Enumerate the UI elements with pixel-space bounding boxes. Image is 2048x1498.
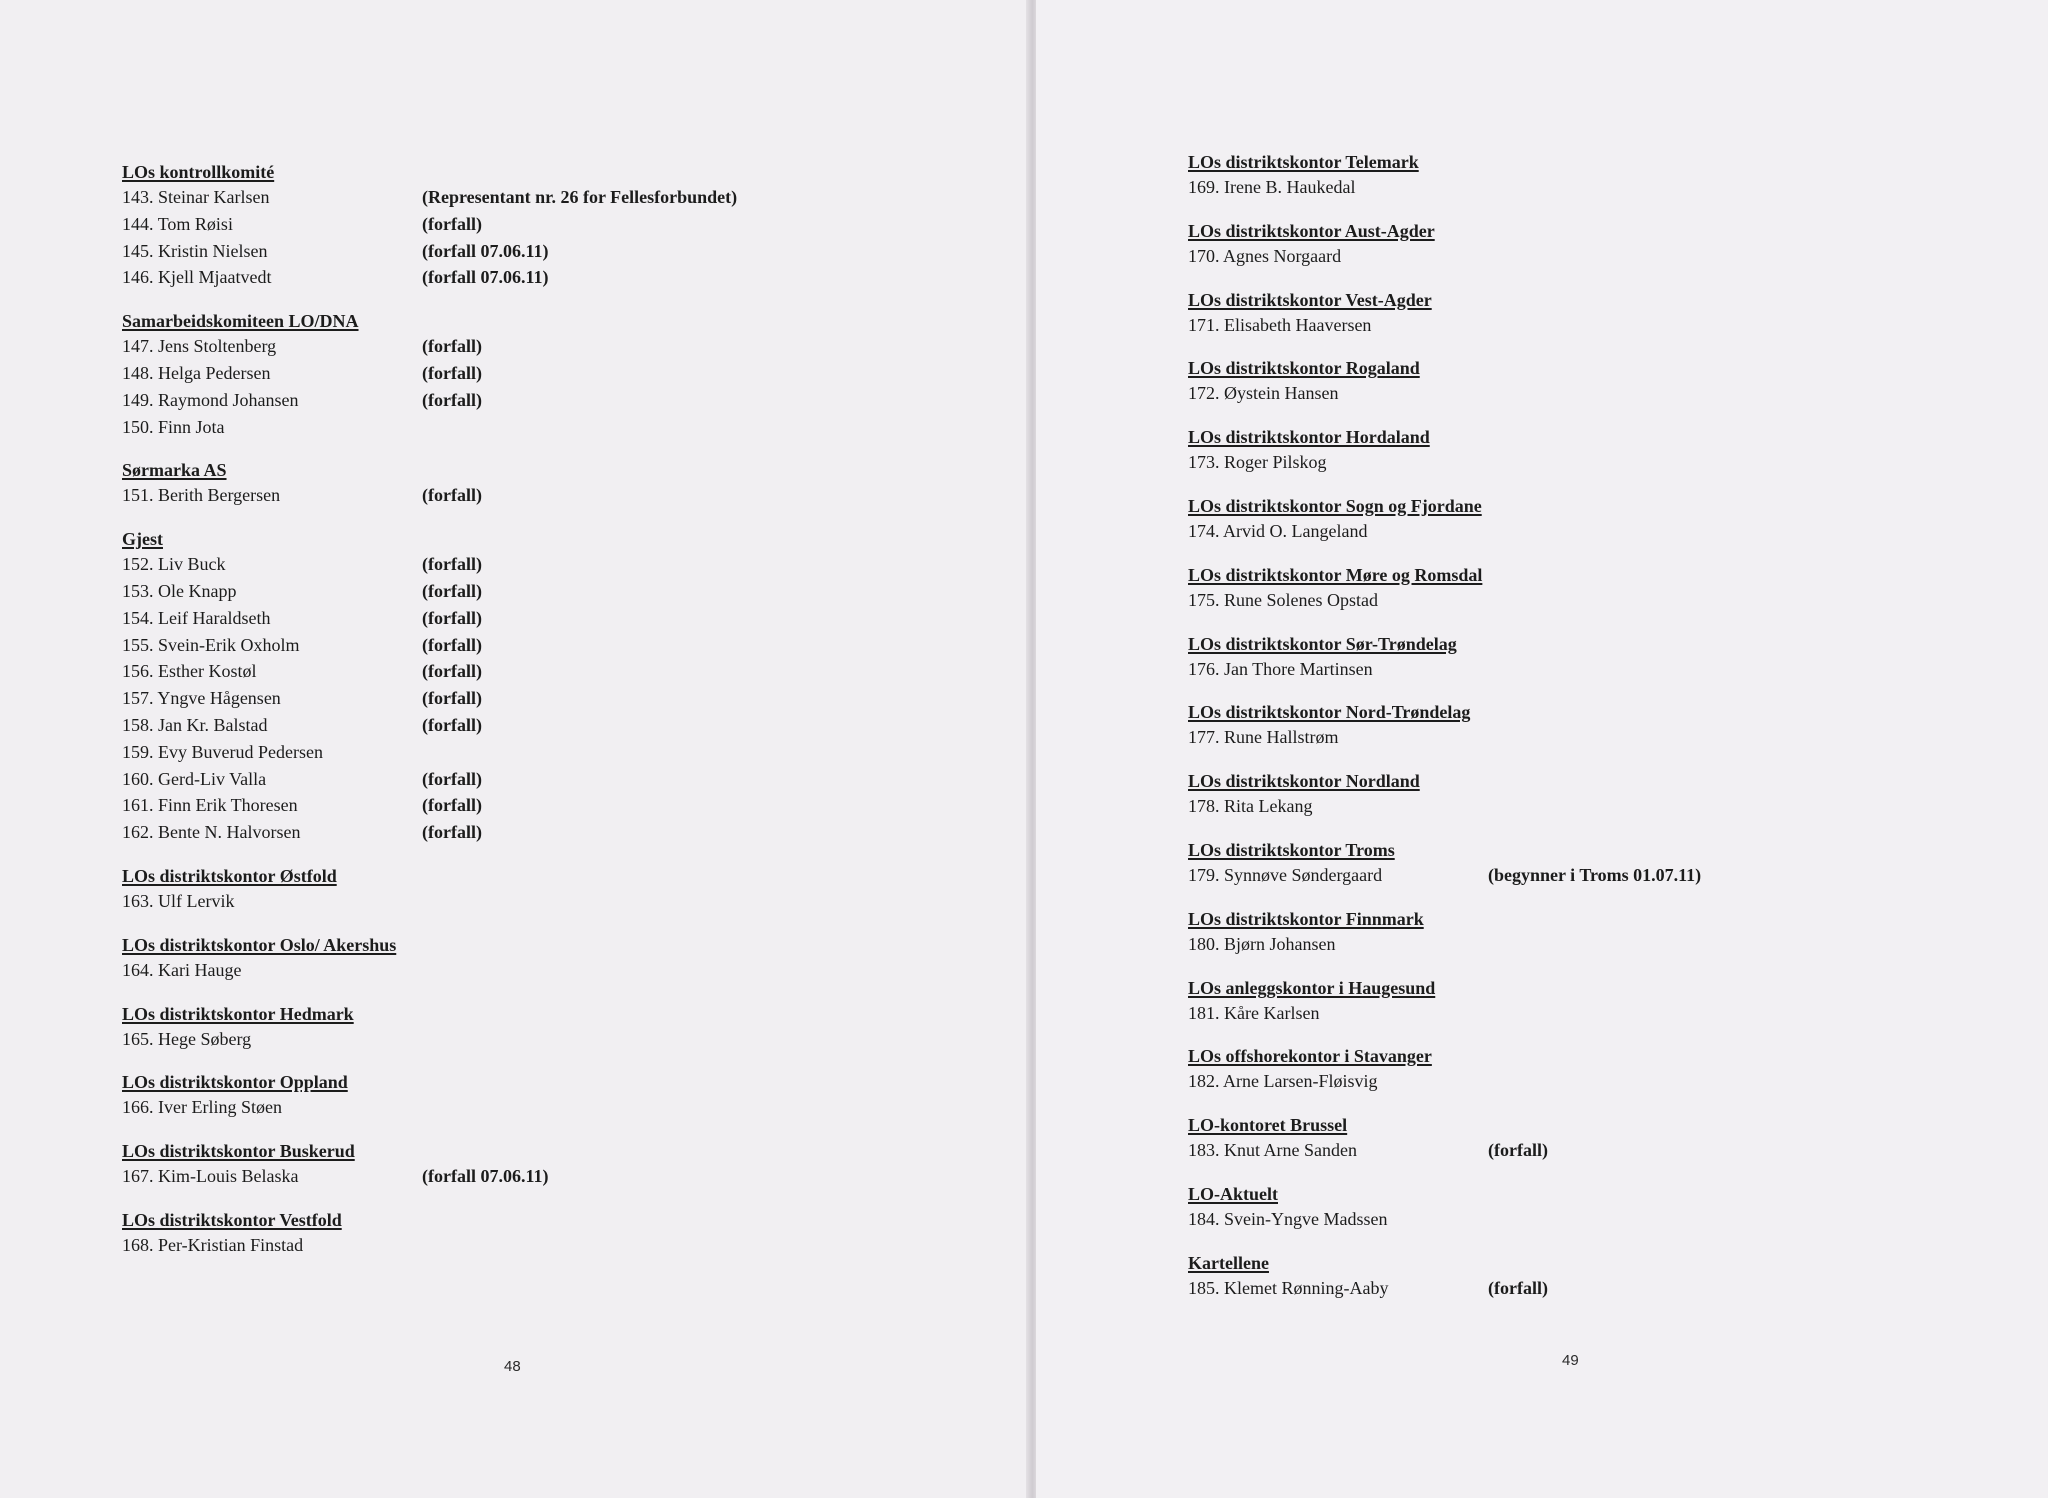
entry-name: Per-Kristian Finstad	[158, 1234, 304, 1255]
section-heading: LOs distriktskontor Buskerud	[122, 1141, 355, 1162]
entry-note: (forfall)	[422, 389, 482, 410]
entry-name: Gerd-Liv Valla	[158, 768, 267, 789]
entry-note: (forfall 07.06.11)	[422, 267, 549, 288]
entry-name: Kåre Karlsen	[1224, 1002, 1320, 1023]
list-item	[122, 658, 1002, 685]
section-heading: LOs distriktskontor Oppland	[122, 1072, 348, 1093]
section-heading: LOs distriktskontor Hordaland	[1188, 427, 1430, 448]
list-item	[122, 264, 1002, 291]
entry-number: 161.	[122, 795, 154, 816]
section-heading: LOs distriktskontor Finnmark	[1188, 908, 1424, 929]
entry-number: 151.	[122, 485, 154, 506]
entry-number: 173.	[1188, 452, 1220, 473]
entry-name: Hege Søberg	[158, 1028, 252, 1049]
entry-number: 146.	[122, 267, 154, 288]
list-item	[1188, 518, 2008, 545]
entry-name: Irene B. Haukedal	[1224, 177, 1356, 197]
section-heading: LOs distriktskontor Nord-Trøndelag	[1188, 702, 1471, 723]
entry-name: Knut Arne Sanden	[1224, 1140, 1357, 1161]
entry-number: 183.	[1188, 1140, 1220, 1161]
entry-name: Helga Pedersen	[158, 362, 271, 383]
section	[1188, 1251, 2008, 1302]
list-item	[1188, 793, 2008, 820]
list-item	[122, 387, 1002, 414]
section	[1188, 1044, 2008, 1095]
entry-number: 165.	[122, 1028, 154, 1049]
entry-note: (forfall)	[1488, 1277, 1548, 1298]
entry-name: Agnes Norgaard	[1223, 245, 1342, 266]
entry-name: Svein-Yngve Madssen	[1224, 1208, 1388, 1229]
entry-number: 176.	[1188, 658, 1220, 679]
entry-number: 168.	[122, 1234, 154, 1255]
section-heading: LOs distriktskontor Telemark	[1188, 152, 1419, 172]
entry-name: Bente N. Halvorsen	[158, 822, 301, 843]
section-heading: LO-kontoret Brussel	[1188, 1115, 1348, 1136]
list-item	[122, 957, 1002, 984]
list-item	[122, 482, 1002, 509]
section-heading: LOs distriktskontor Aust-Agder	[1188, 220, 1435, 241]
entry-note: (forfall 07.06.11)	[422, 1166, 549, 1187]
entry-number: 144.	[122, 213, 154, 234]
list-item	[122, 685, 1002, 712]
entry-number: 164.	[122, 959, 154, 980]
entry-note: (forfall)	[422, 768, 482, 789]
list-item	[1188, 449, 2008, 476]
entry-note: (forfall)	[1488, 1140, 1548, 1161]
entry-name: Berith Bergersen	[158, 485, 281, 506]
entry-number: 167.	[122, 1166, 154, 1187]
entry-note: (forfall)	[422, 485, 482, 506]
entry-number: 150.	[122, 416, 154, 437]
entry-number: 162.	[122, 822, 154, 843]
section	[1188, 356, 2008, 407]
entry-number: 185.	[1188, 1277, 1220, 1298]
list-item	[122, 819, 1002, 846]
entry-number: 174.	[1188, 520, 1220, 541]
list-item	[122, 766, 1002, 793]
entry-name: Rune Hallstrøm	[1224, 727, 1339, 748]
entry-name: Jan Thore Martinsen	[1224, 658, 1373, 679]
section-heading: Gjest	[122, 529, 163, 550]
list-item	[1188, 1206, 2008, 1233]
entry-name: Ulf Lervik	[158, 890, 235, 911]
section	[122, 160, 1002, 291]
section-heading: LOs distriktskontor Vest-Agder	[1188, 289, 1432, 310]
section	[122, 527, 1002, 846]
section	[122, 1002, 1002, 1053]
entry-name: Esther Kostøl	[158, 661, 257, 682]
section	[1188, 1113, 2008, 1164]
entry-number: 147.	[122, 336, 154, 357]
section	[1188, 700, 2008, 751]
entry-name: Roger Pilskog	[1224, 452, 1327, 473]
list-item	[122, 632, 1002, 659]
entry-name: Klemet Rønning-Aaby	[1224, 1277, 1389, 1298]
entry-number: 149.	[122, 389, 154, 410]
list-item	[1188, 656, 2008, 683]
section	[122, 933, 1002, 984]
entry-number: 182.	[1188, 1071, 1220, 1092]
section-heading: LOs distriktskontor Østfold	[122, 865, 337, 886]
entry-name: Bjørn Johansen	[1224, 933, 1336, 954]
entry-number: 178.	[1188, 796, 1220, 817]
entry-name: Finn Erik Thoresen	[158, 795, 298, 816]
entry-note: (forfall)	[422, 795, 482, 816]
entry-note: (forfall)	[422, 661, 482, 682]
entry-note: (forfall)	[422, 580, 482, 601]
section-heading: Sørmarka AS	[122, 460, 227, 481]
list-item	[122, 360, 1002, 387]
entry-note: (forfall)	[422, 336, 482, 357]
entry-number: 171.	[1188, 314, 1220, 335]
entry-number: 172.	[1188, 383, 1220, 404]
entry-note: (forfall)	[422, 688, 482, 709]
entry-number: 177.	[1188, 727, 1220, 748]
entry-number: 158.	[122, 714, 154, 735]
section	[1188, 425, 2008, 476]
list-item	[122, 1232, 1002, 1259]
list-item	[122, 739, 1002, 766]
entry-note: (forfall)	[422, 822, 482, 843]
list-item	[1188, 1068, 2008, 1095]
entry-number: 184.	[1188, 1208, 1220, 1229]
list-item	[122, 551, 1002, 578]
section	[122, 1070, 1002, 1121]
section	[1188, 632, 2008, 683]
entry-name: Synnøve Søndergaard	[1224, 864, 1383, 885]
entry-name: Rita Lekang	[1224, 796, 1313, 817]
section	[1188, 494, 2008, 545]
right-column	[1188, 150, 2008, 1320]
entry-name: Kari Hauge	[158, 959, 242, 980]
entry-name: Kjell Mjaatvedt	[158, 267, 272, 288]
entry-number: 143.	[122, 187, 154, 207]
section	[1188, 563, 2008, 614]
page-number-right: 49	[1562, 1352, 1579, 1369]
list-item	[122, 712, 1002, 739]
list-item	[122, 605, 1002, 632]
section	[1188, 1182, 2008, 1233]
section	[122, 864, 1002, 915]
section-heading: LOs offshorekontor i Stavanger	[1188, 1046, 1432, 1067]
entry-number: 145.	[122, 240, 154, 261]
section-heading: LOs kontrollkomité	[122, 162, 275, 182]
section-heading: LOs distriktskontor Møre og Romsdal	[1188, 564, 1483, 585]
entry-number: 181.	[1188, 1002, 1220, 1023]
entry-note: (forfall)	[422, 714, 482, 735]
section	[1188, 150, 2008, 201]
entry-note: (Representant nr. 26 for Fellesforbundet)	[422, 187, 738, 207]
section	[1188, 976, 2008, 1027]
entry-number: 148.	[122, 362, 154, 383]
section	[1188, 838, 2008, 889]
entry-number: 169.	[1188, 177, 1220, 197]
entry-name: Kim-Louis Belaska	[158, 1166, 299, 1187]
entry-name: Jens Stoltenberg	[158, 336, 277, 357]
entry-number: 152.	[122, 554, 154, 575]
section	[1188, 907, 2008, 958]
entry-number: 159.	[122, 741, 154, 762]
entry-note: (begynner i Troms 01.07.11)	[1488, 864, 1702, 885]
section	[122, 309, 1002, 440]
list-item	[1188, 1000, 2008, 1027]
entry-note: (forfall)	[422, 213, 482, 234]
section-heading: Kartellene	[1188, 1252, 1269, 1273]
entry-name: Jan Kr. Balstad	[158, 714, 268, 735]
list-item	[1188, 862, 2008, 889]
entry-number: 156.	[122, 661, 154, 682]
entry-name: Steinar Karlsen	[158, 187, 270, 207]
section-heading: LOs distriktskontor Vestfold	[122, 1209, 342, 1230]
list-item	[122, 333, 1002, 360]
entry-name: Svein-Erik Oxholm	[158, 634, 300, 655]
list-item	[1188, 724, 2008, 751]
list-item	[1188, 1137, 2008, 1164]
entry-number: 180.	[1188, 933, 1220, 954]
entry-number: 153.	[122, 580, 154, 601]
section-heading: LOs distriktskontor Oslo/ Akershus	[122, 934, 397, 955]
entry-note: (forfall)	[422, 634, 482, 655]
list-item	[122, 414, 1002, 441]
entry-name: Ole Knapp	[158, 580, 237, 601]
entry-note: (forfall)	[422, 607, 482, 628]
section	[1188, 219, 2008, 270]
list-item	[1188, 587, 2008, 614]
entry-name: Liv Buck	[158, 554, 226, 575]
entry-note: (forfall 07.06.11)	[422, 240, 549, 261]
entry-name: Arne Larsen-Fløisvig	[1223, 1071, 1378, 1092]
entry-name: Finn Jota	[158, 416, 225, 437]
section	[1188, 769, 2008, 820]
section-heading: LOs distriktskontor Troms	[1188, 839, 1395, 860]
left-column	[122, 160, 1002, 1277]
entry-name: Rune Solenes Opstad	[1224, 589, 1378, 610]
entry-name: Øystein Hansen	[1224, 383, 1339, 404]
list-item	[122, 578, 1002, 605]
entry-note: (forfall)	[422, 362, 482, 383]
entry-note: (forfall)	[422, 554, 482, 575]
list-item	[1188, 174, 2008, 201]
list-item	[1188, 312, 2008, 339]
entry-name: Tom Røisi	[157, 213, 233, 234]
section-heading: LOs distriktskontor Nordland	[1188, 771, 1420, 792]
entry-name: Raymond Johansen	[158, 389, 299, 410]
entry-name: Arvid O. Langeland	[1223, 520, 1368, 541]
entry-name: Iver Erling Støen	[158, 1097, 282, 1118]
entry-number: 155.	[122, 634, 154, 655]
section-heading: Samarbeidskomiteen LO/DNA	[122, 311, 359, 332]
page-number-left: 48	[504, 1358, 521, 1375]
section-heading: LOs distriktskontor Rogaland	[1188, 358, 1420, 379]
section	[1188, 288, 2008, 339]
entry-number: 175.	[1188, 589, 1220, 610]
list-item	[1188, 243, 2008, 270]
entry-name: Elisabeth Haaversen	[1224, 314, 1372, 335]
list-item	[122, 184, 1002, 211]
entry-name: Kristin Nielsen	[158, 240, 268, 261]
section-heading: LOs distriktskontor Sogn og Fjordane	[1188, 495, 1482, 516]
list-item	[122, 1094, 1002, 1121]
list-item	[122, 792, 1002, 819]
entry-number: 163.	[122, 890, 154, 911]
list-item	[1188, 931, 2008, 958]
entry-name: Evy Buverud Pedersen	[158, 741, 323, 762]
list-item	[122, 888, 1002, 915]
section-heading: LOs anleggskontor i Haugesund	[1188, 977, 1436, 998]
list-item	[1188, 1275, 2008, 1302]
entry-number: 170.	[1188, 245, 1220, 266]
list-item	[1188, 380, 2008, 407]
list-item	[122, 1026, 1002, 1053]
entry-name: Yngve Hågensen	[157, 688, 281, 709]
section-heading: LOs distriktskontor Hedmark	[122, 1003, 354, 1024]
entry-number: 154.	[122, 607, 154, 628]
section	[122, 1139, 1002, 1190]
section-heading: LOs distriktskontor Sør-Trøndelag	[1188, 633, 1457, 654]
entry-number: 157.	[122, 688, 154, 709]
entry-name: Leif Haraldseth	[158, 607, 271, 628]
list-item	[122, 211, 1002, 238]
section	[122, 1208, 1002, 1259]
list-item	[122, 238, 1002, 265]
section	[122, 458, 1002, 509]
section-heading: LO-Aktuelt	[1188, 1183, 1278, 1204]
entry-number: 166.	[122, 1097, 154, 1118]
list-item	[122, 1163, 1002, 1190]
entry-number: 179.	[1188, 864, 1220, 885]
entry-number: 160.	[122, 768, 154, 789]
